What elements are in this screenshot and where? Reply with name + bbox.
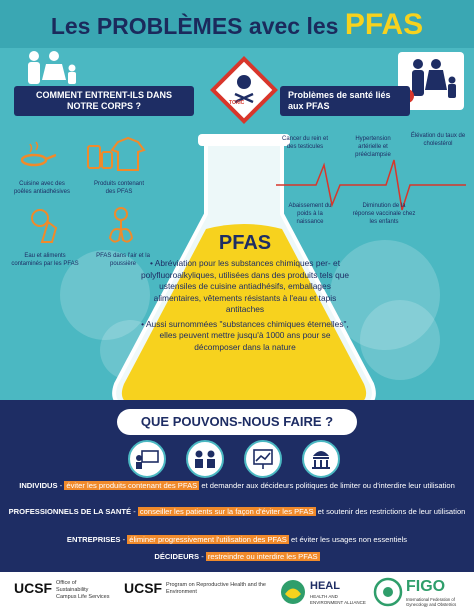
products-icon <box>86 136 148 172</box>
lungs-icon <box>104 206 138 246</box>
business-chart-icon <box>244 440 282 478</box>
pan-icon <box>20 140 56 170</box>
ucsf-logo: UCSF <box>124 580 163 596</box>
pfas-bullet: • Aussi surnommées "substances chimiques éternelles", elles peuvent mettre jusqu'à 1000 ans pour se décomposer dans la nature <box>141 318 349 352</box>
action-row: DÉCIDEURS - restreindre ou interdire les PFAS <box>154 552 318 561</box>
figo-logo-icon <box>372 576 404 608</box>
pfas-bullet: • Abréviation pour les substances chimiques per- et polyfluoroalkyliques, utilisées dans des produits tels que ustensiles de cuisine antiadhésifs, emballages alimentaires, vêtements résistants à l'eau et tapis antitaches <box>140 258 350 314</box>
action-rest: et éviter les usages non essentiels <box>291 535 408 544</box>
logo-caption: HEALTH AND ENVIRONMENT ALLIANCE <box>310 594 366 605</box>
action-rest: et demander aux décideurs politiques de limiter ou d'interdire leur utilisation <box>201 481 455 490</box>
action-who: PROFESSIONNELS DE LA SANTÉ <box>8 507 132 516</box>
action-who: DÉCIDEURS <box>154 552 200 561</box>
callout-health-problems: Problèmes de santé liés aux PFAS <box>280 86 410 116</box>
heal-logo-icon <box>278 577 308 607</box>
source-label: Cuisine avec des poêles antiadhésives <box>13 181 71 195</box>
action-rest: et soutenir des restrictions de leur utilisation <box>317 507 466 516</box>
action-row: PROFESSIONNELS DE LA SANTÉ - conseiller les patients sur la façon d'éviter les PFAS et soutenir des restrictions de leur utilisation <box>8 507 466 516</box>
logo-caption: Program on Reproductive Health and the Environment <box>166 582 266 595</box>
action-highlight: éviter les produits contenant des PFAS <box>66 481 198 490</box>
action-row: INDIVIDUS - éviter les produits contenant des PFAS et demander aux décideurs politiques de limiter ou d'interdire leur utilisation <box>19 481 455 490</box>
source-label: Eau et aliments contaminés par les PFAS <box>11 253 79 267</box>
source-label: Produits contenant des PFAS <box>93 181 145 195</box>
title-part1: Les PROBLÈMES avec les <box>50 13 345 39</box>
toxic-sign <box>213 59 275 121</box>
pfas-title: PFAS <box>218 232 272 254</box>
health-issue: Hypertension artérielle et prééclampsie <box>355 136 391 158</box>
logo-caption: Campus Life Services <box>56 594 110 600</box>
government-building-icon <box>302 440 340 478</box>
page-title <box>0 8 474 42</box>
health-issue: Diminution de la réponse vaccinale chez les enfants <box>352 203 416 225</box>
family-icon <box>20 50 80 90</box>
figo-logo: FIGO <box>406 578 446 595</box>
action-who: ENTREPRISES <box>66 535 121 544</box>
person-screen-icon <box>128 440 166 478</box>
action-row: ENTREPRISES - éliminer progressivement l'utilisation des PFAS et éviter les usages non essentiels <box>66 535 408 544</box>
action-who: INDIVIDUS <box>19 481 58 490</box>
action-title: QUE POUVONS-NOUS FAIRE ? <box>117 409 357 435</box>
source-label: PFAS dans l'air et la poussière <box>96 253 150 267</box>
callout-how-enter: COMMENT ENTRENT-ILS DANS NOTRE CORPS ? <box>14 86 194 116</box>
toxic-label: TOXIC <box>229 100 245 106</box>
health-issue: Cancer du rein et des testicules <box>281 136 329 150</box>
doctor-patient-icon <box>186 440 224 478</box>
ucsf-logo: UCSF <box>14 580 53 596</box>
action-highlight: restreindre ou interdire les PFAS <box>207 552 318 561</box>
water-icon <box>26 206 62 246</box>
health-issue: Abaissement du poids à la naissance <box>288 203 332 225</box>
health-issue: Élévation du taux de cholestérol <box>410 133 466 147</box>
pfas-definition <box>140 232 350 353</box>
logo-caption: International Federation of Gynecology and Obstetrics <box>406 597 457 607</box>
heal-logo: HEAL <box>310 580 340 592</box>
title-part2: PFAS <box>344 8 424 41</box>
logo-caption: Office of Sustainability <box>56 580 89 593</box>
action-highlight: conseiller les patients sur la façon d'éviter les PFAS <box>139 507 314 516</box>
action-highlight: éliminer progressivement l'utilisation des PFAS <box>129 535 287 544</box>
